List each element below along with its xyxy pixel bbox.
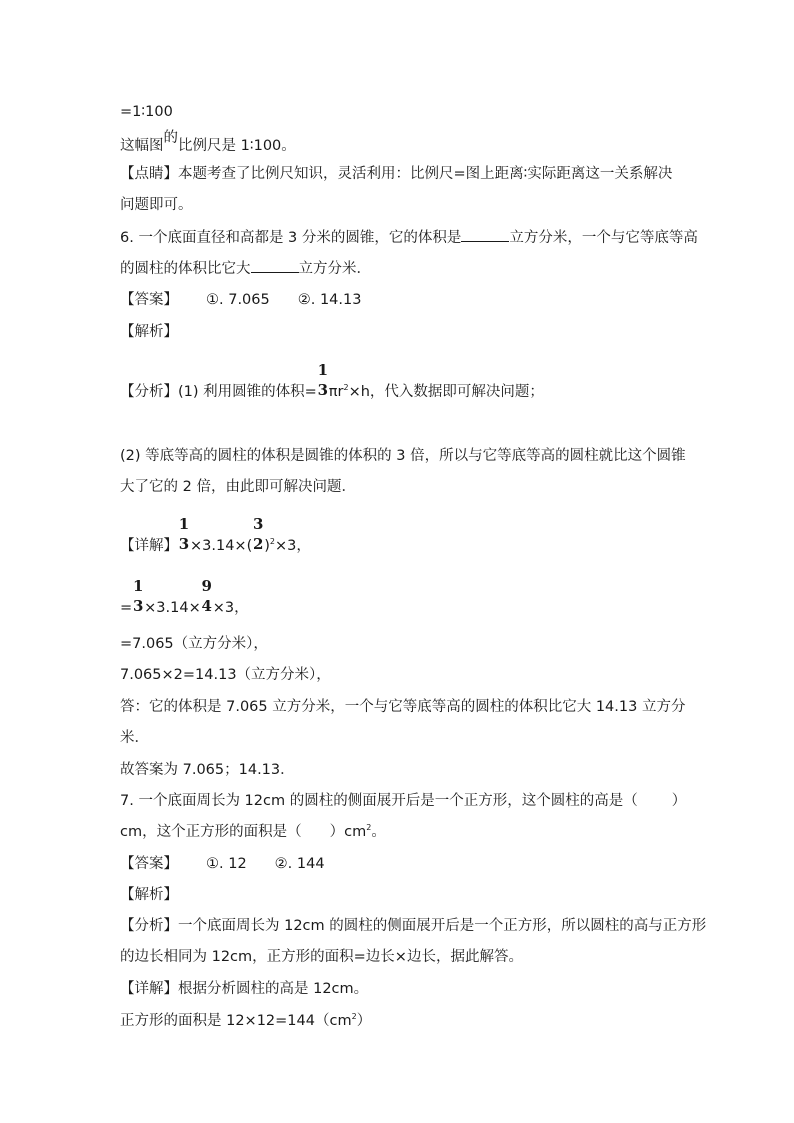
answer-blank[interactable] xyxy=(251,258,299,273)
text-line: 这幅图的比例尺是 1∶100。 xyxy=(120,130,296,154)
answer-line: 【答案】 ①. 12 ②. 144 xyxy=(120,856,325,872)
analysis-line: 【分析】一个底面周长为 12cm 的圆柱的侧面展开后是一个正方形，所以圆柱的高与正方形 xyxy=(120,918,707,934)
detail-line: 7.065×2=14.13（立方分米）， xyxy=(120,667,331,683)
question-6: 的圆柱的体积比它大 立方分米． xyxy=(120,258,371,279)
answer-blank[interactable] xyxy=(461,227,509,242)
fraction: 9 4 xyxy=(201,577,212,615)
analysis-heading: 【解析】 xyxy=(120,324,178,340)
ratio-result: =1∶100 xyxy=(120,104,173,120)
answer-line: 【答案】 ①. 7.065 ②. 14.13 xyxy=(120,292,362,308)
question-6: 6. 一个底面直径和高都是 3 分米的圆锥，它的体积是 立方分米，一个与它等底等高 xyxy=(120,227,698,248)
question-7: cm，这个正方形的面积是（ ）$cm^2$。 xyxy=(120,823,386,840)
analysis-heading: 【解析】 xyxy=(120,887,178,903)
fraction: 3 2 xyxy=(253,515,264,553)
fraction: 1 3 xyxy=(132,577,144,615)
detail-line: =7.065（立方分米）， xyxy=(120,636,268,652)
detail-line: 【详解】根据分析圆柱的高是 12cm。 xyxy=(120,981,369,997)
detail-line: = 1 3 ×3.14× 9 4 ×3， xyxy=(120,577,249,616)
fraction: 1 3 xyxy=(317,361,329,399)
analysis-line: 【分析】(1) 利用圆锥的体积= 1 3 $\pi r^2\times h$，代入数据即可解决问题； xyxy=(120,361,544,400)
note-line: 【点睛】本题考查了比例尺知识，灵活利用：比例尺=图上距离∶实际距离这一关系解决 xyxy=(120,166,673,182)
analysis-line: 的边长相同为 12cm，正方形的面积=边长×边长，据此解答。 xyxy=(120,949,523,965)
note-line: 问题即可。 xyxy=(120,197,193,213)
text-line xyxy=(120,102,173,122)
detail-line: 【详解】 1 3 ×3.14×( 3 2 )$^2$×3， xyxy=(120,515,311,554)
detail-line: 故答案为 7.065；14.13． xyxy=(120,762,295,778)
fraction: 1 3 xyxy=(178,515,190,553)
detail-line: 答：它的体积是 7.065 立方分米，一个与它等底等高的圆柱的体积比它大 14.13 立方分 xyxy=(120,699,686,715)
question-7: 7. 一个底面周长为 12cm 的圆柱的侧面展开后是一个正方形，这个圆柱的高是（ ） xyxy=(120,793,687,809)
analysis-line: 大了它的 2 倍，由此即可解决问题． xyxy=(120,479,356,495)
detail-line: 米． xyxy=(120,730,149,746)
analysis-line: (2) 等底等高的圆柱的体积是圆锥的体积的 3 倍，所以与它等底等高的圆柱就比这个圆锥 xyxy=(120,448,686,464)
detail-line: 正方形的面积是 $12\times 12=144(cm^2)$ xyxy=(120,1012,372,1029)
